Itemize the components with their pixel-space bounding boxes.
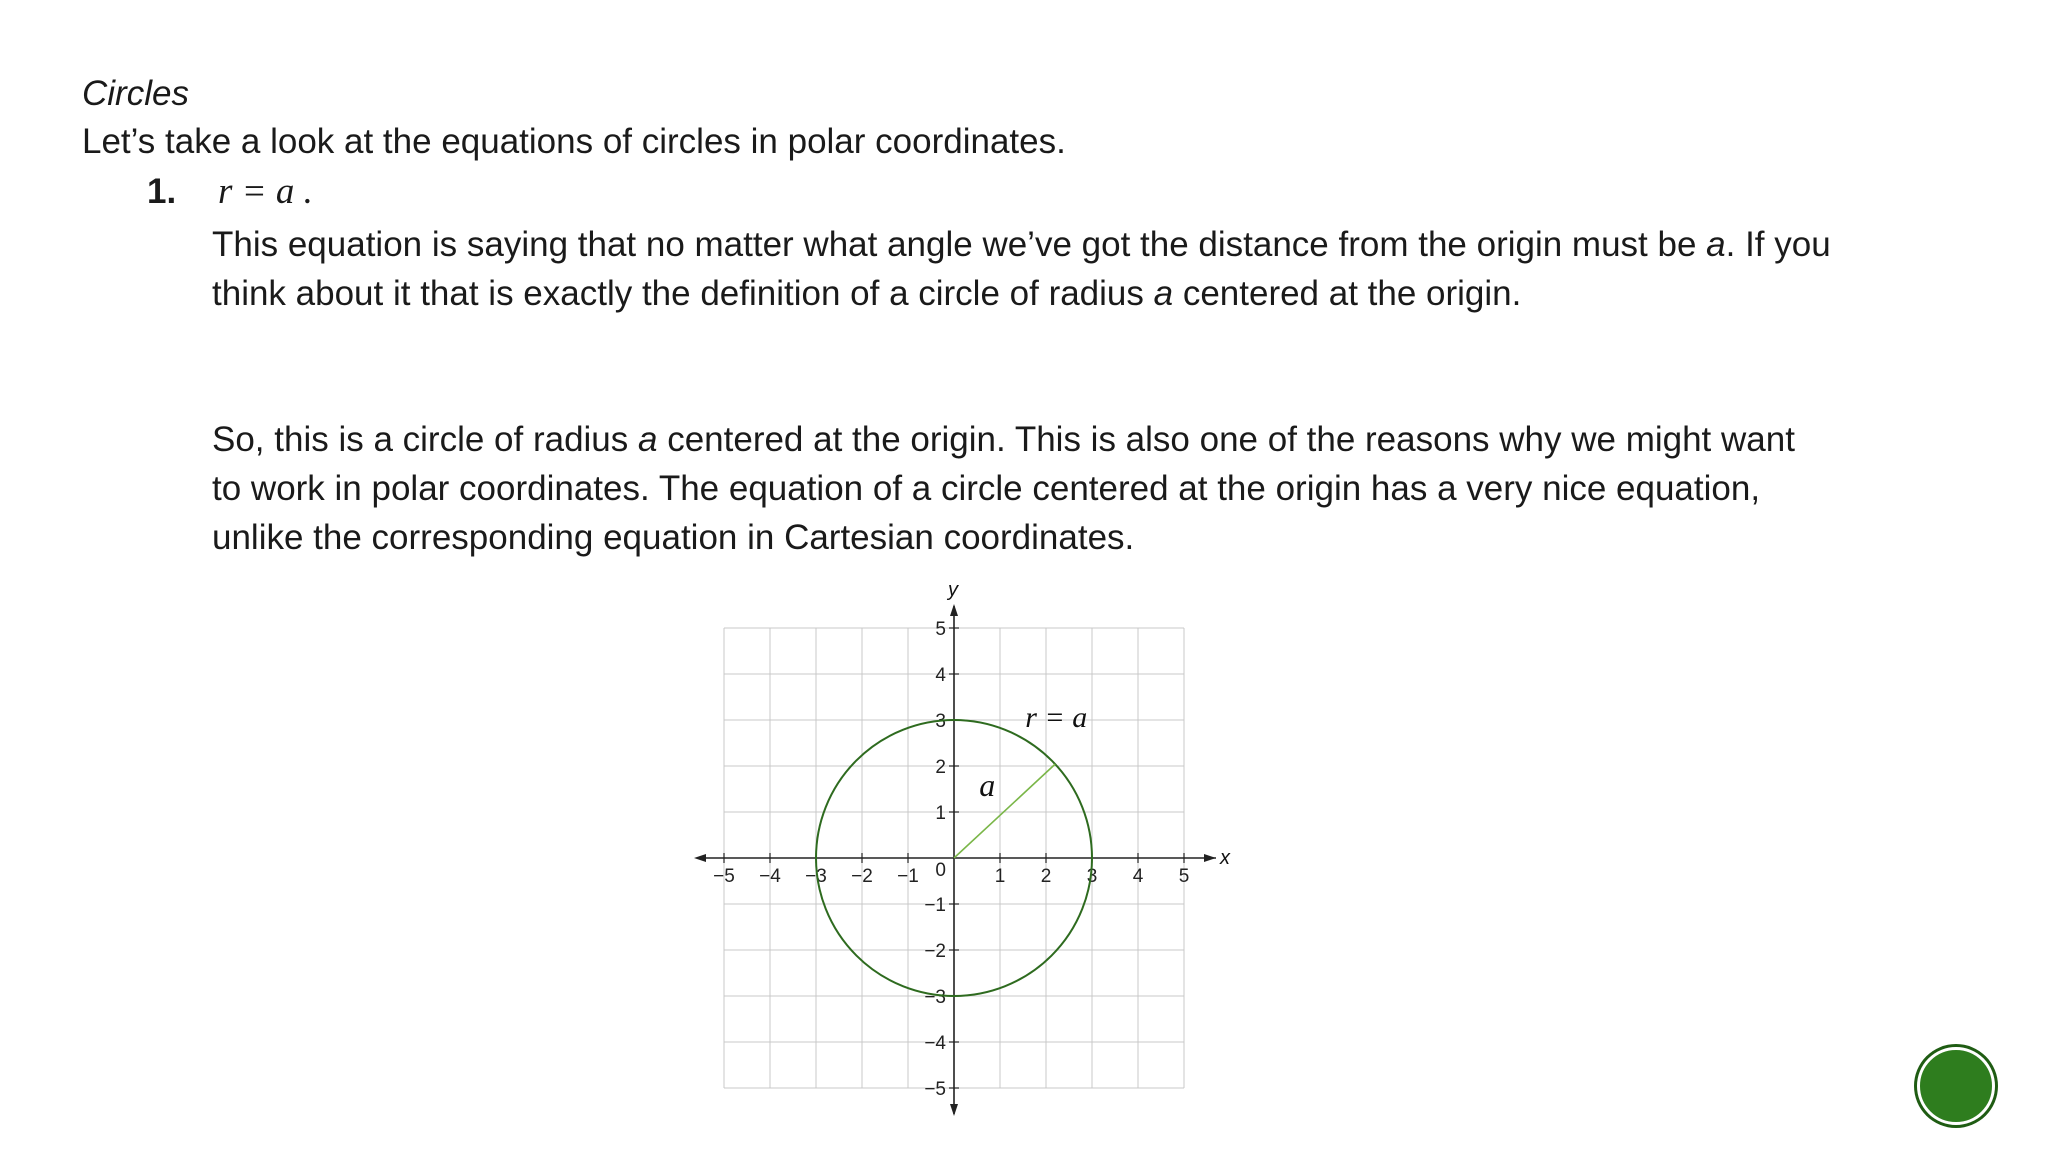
y-tick-label: −3 <box>924 987 946 1008</box>
paragraph-2-text-a: So, this is a circle of radius <box>212 420 638 459</box>
x-tick-label: 2 <box>1040 866 1052 887</box>
paragraph-1-text-c: centered at the origin. <box>1173 274 1522 313</box>
radius-line <box>954 764 1055 858</box>
x-tick-label: −1 <box>897 866 919 887</box>
curve-label: r = a <box>1025 701 1088 734</box>
x-tick-label: 3 <box>1086 866 1098 887</box>
intro-text: Let’s take a look at the equations of circles in polar coordinates. <box>82 122 1066 161</box>
list-item-number: 1. <box>147 172 177 211</box>
y-tick-label: −1 <box>924 895 946 916</box>
presenter-circle-button[interactable] <box>1917 1047 1995 1125</box>
y-tick-label: 2 <box>935 757 946 778</box>
paragraph-1-variable-a: a <box>1706 225 1726 264</box>
explanation-paragraph-1 <box>212 220 1832 318</box>
x-tick-label: 4 <box>1132 866 1144 887</box>
explanation-paragraph-2 <box>212 415 1832 562</box>
x-axis-arrow <box>1204 854 1216 862</box>
y-tick-label: 3 <box>935 711 946 732</box>
x-axis-arrow-left <box>694 854 706 862</box>
radius-label: a <box>979 766 996 803</box>
section-heading: Circles <box>82 74 189 113</box>
y-axis-arrow <box>950 604 958 616</box>
polar-circle-graph <box>690 570 1250 1130</box>
x-tick-label: −2 <box>851 866 873 887</box>
paragraph-1-text-a: This equation is saying that no matter what angle we’ve got the distance from the origin must be <box>212 225 1707 264</box>
y-tick-label: −4 <box>924 1033 946 1054</box>
x-tick-label: −5 <box>713 866 735 887</box>
y-tick-label: 5 <box>935 619 946 640</box>
paragraph-1-variable-b: a <box>1153 274 1174 313</box>
y-tick-label: −5 <box>924 1079 946 1100</box>
x-tick-label: 1 <box>994 866 1006 887</box>
x-axis-label: x <box>1220 847 1230 869</box>
paragraph-2-variable: a <box>638 420 658 459</box>
y-tick-label: −2 <box>924 941 946 962</box>
x-tick-label: 5 <box>1178 866 1190 887</box>
paragraph-1-text-b: . If you think about it that is exactly the definition of a circle of radius <box>212 225 1831 313</box>
list-item-equation: r = a . <box>218 171 313 212</box>
origin-label: 0 <box>935 860 946 881</box>
y-axis-arrow-bottom <box>950 1104 958 1116</box>
paragraph-2-text-b: centered at the origin. This is also one of the reasons why we might want to work in polar coordinates. The equation of a circle centered at the origin has a very nice equation, unlike the corresponding equation in Cartesian coordinates. <box>212 420 1795 557</box>
y-tick-label: 4 <box>935 665 946 686</box>
x-tick-label: −4 <box>759 866 781 887</box>
y-axis-label: y <box>948 579 958 601</box>
y-tick-label: 1 <box>935 803 946 824</box>
x-tick-label: −3 <box>805 866 827 887</box>
